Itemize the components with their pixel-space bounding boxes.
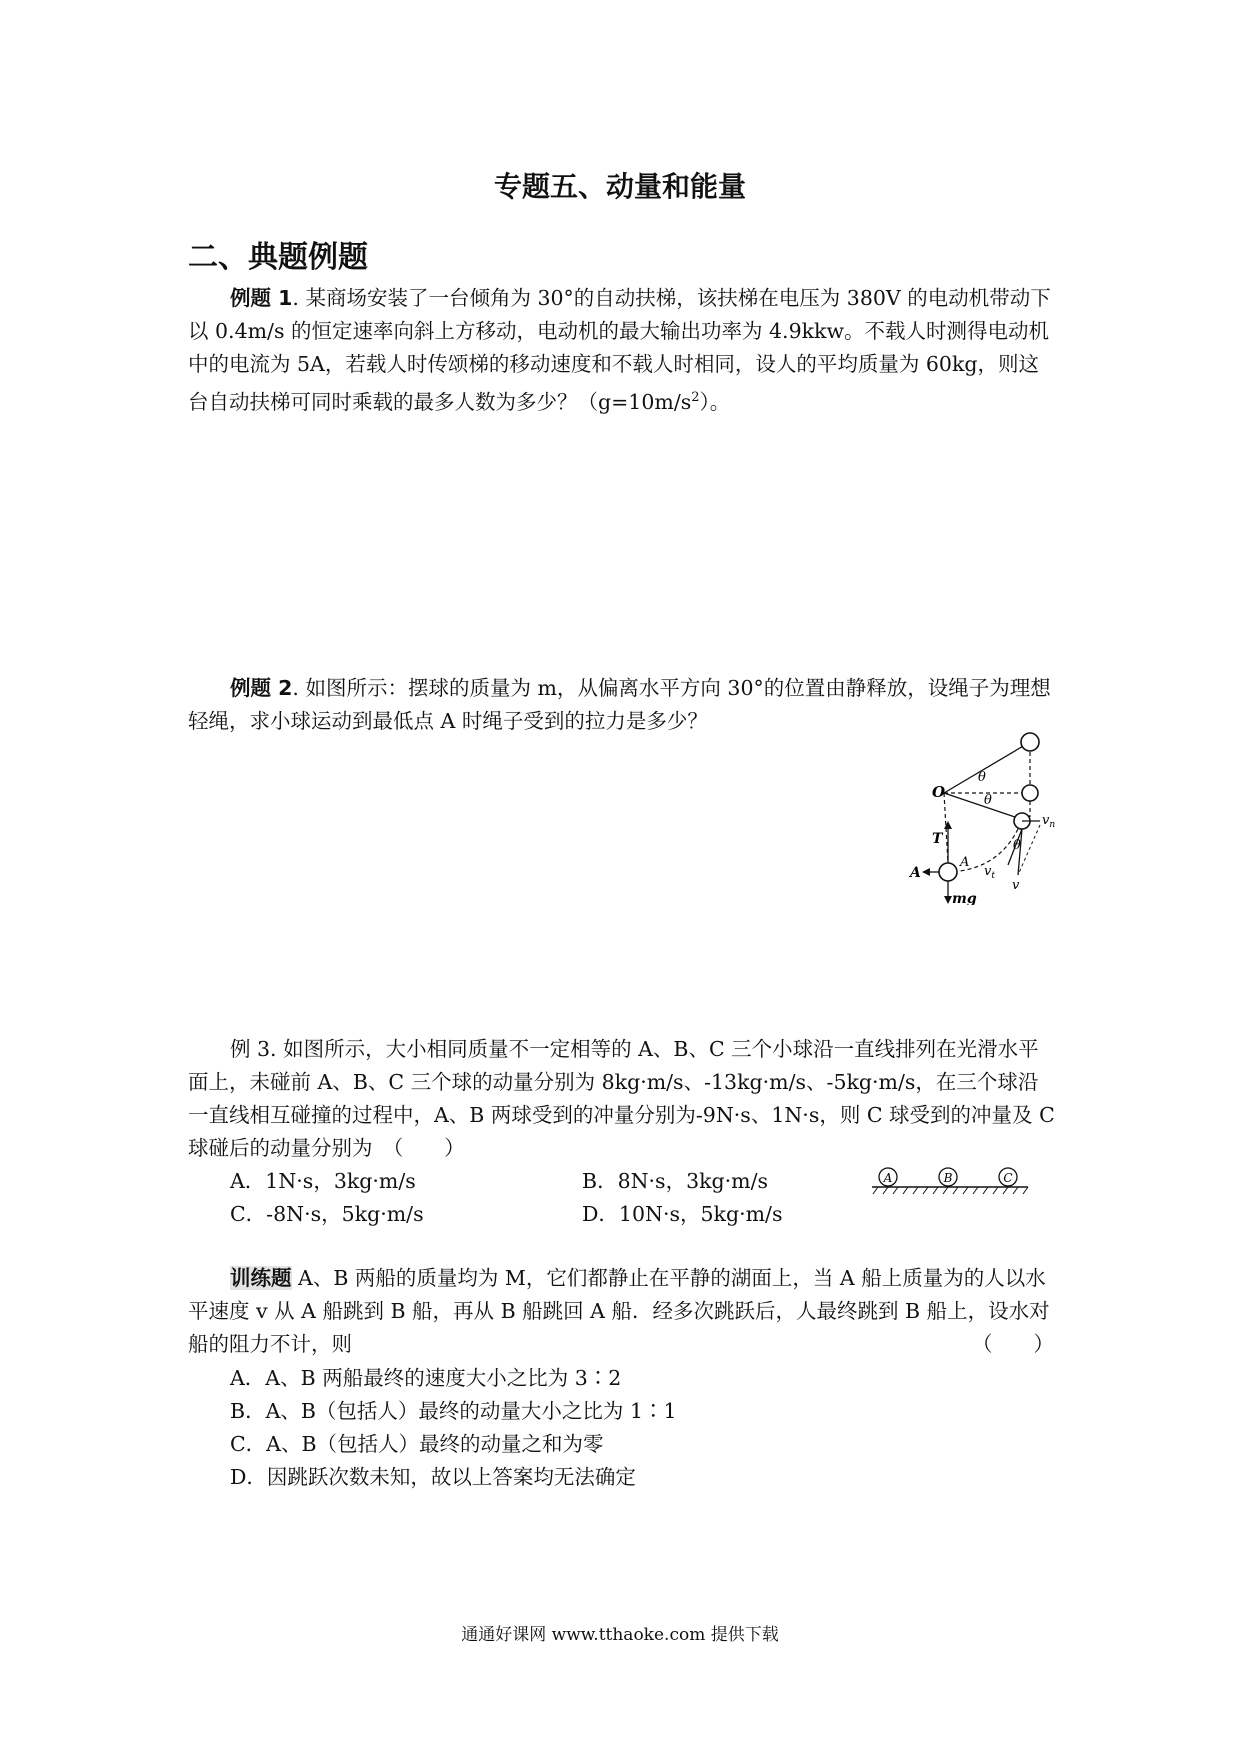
rope-middle	[944, 793, 1018, 818]
example-3	[188, 1033, 1056, 1165]
balls-figure	[870, 1164, 1030, 1196]
label-theta-3: θ	[1013, 838, 1021, 853]
ex3-option-a: A．1N·s，3kg·m/s	[230, 1169, 416, 1193]
example-2-label: 例题 2	[230, 676, 293, 700]
label-vn-base: v	[1042, 813, 1050, 828]
training-option-b: B．A、B（包括人）最终的动量大小之比为 1∶1	[230, 1399, 677, 1423]
label-v: v	[1012, 878, 1020, 893]
label-T: T	[932, 831, 943, 847]
label-vn	[1042, 813, 1055, 830]
label-vn-sub: n	[1049, 820, 1056, 830]
ball-c-label: C	[1003, 1171, 1013, 1185]
training-question	[188, 1262, 1056, 1361]
training-answer-paren: （ ）	[972, 1332, 1054, 1356]
ex3-option-d: D．10N·s，5kg·m/s	[582, 1202, 783, 1226]
ex3-option-c: C．-8N·s，5kg·m/s	[230, 1202, 424, 1226]
gravity-arrowhead	[944, 896, 952, 904]
example-1-text: . 某商场安装了一台倾角为 30°的自动扶梯，该扶梯在电压为 380V 的电动机带动下以 0.4m/s 的恒定速率向斜上方移动，电动机的最大输出功率为 4.9kkw。不载人时测得电动机中的电流为 5A，若载人时传颂梯的移动速度和不载人时相同，设人的平均质量为 60kg，则这台自动扶梯可同时乘载的最多人数为多少？（g=10m/s	[188, 286, 1051, 414]
ex3-option-b: B．8N·s，3kg·m/s	[582, 1169, 769, 1193]
ball-a-label: A	[883, 1171, 893, 1185]
label-A-left: A	[910, 865, 921, 881]
label-vt-base: v	[984, 864, 992, 879]
section-heading: 二、典题例题	[188, 240, 368, 275]
example-1-tail: ）。	[699, 389, 731, 414]
ground-hatching	[873, 1187, 1028, 1194]
page-title: 专题五、动量和能量	[493, 170, 746, 203]
label-O: O	[932, 783, 946, 801]
training-option-d: D．因跳跃次数未知，故以上答案均无法确定	[230, 1465, 636, 1489]
training-option-a: A．A、B 两船最终的速度大小之比为 3∶2	[230, 1366, 622, 1390]
ball-lowest	[939, 863, 957, 881]
ball-b-label: B	[943, 1171, 953, 1185]
label-vt-sub: t	[991, 871, 995, 881]
training-option-c: C．A、B（包括人）最终的动量之和为零	[230, 1432, 604, 1456]
left-arrowhead	[922, 868, 930, 876]
rope-upper	[944, 742, 1030, 793]
label-vt	[984, 864, 995, 881]
label-theta-2: θ	[984, 793, 992, 808]
label-theta-1: θ	[978, 770, 986, 785]
example-2-text: . 如图所示：摆球的质量为 m，从偏离水平方向 30°的位置由静释放，设绳子为理想轻绳，求小球运动到最低点 A 时绳子受到的拉力是多少？	[188, 676, 1051, 733]
pendulum-figure	[900, 725, 1080, 905]
label-A-mid: A	[960, 855, 970, 870]
example-3-text: 例 3. 如图所示，大小相同质量不一定相等的 A、B、C 三个小球沿一直线排列在光滑水平面上，未碰前 A、B、C 三个球的动量分别为 8kg·m/s、-13kg·m/s、-5kg·m/s，在三个球沿一直线相互碰撞的过程中，A、B 两球受到的冲量分别为-9N·s、1N·s，则 C 球受到的冲量及 C 球碰后的动量分别为 （ ）	[188, 1037, 1055, 1160]
example-1-label: 例题 1	[230, 286, 293, 310]
example-1-superscript: 2	[691, 390, 700, 405]
ball-top	[1021, 733, 1039, 751]
example-1	[188, 282, 1056, 419]
ball-horizontal	[1022, 785, 1038, 801]
training-label: 训练题	[230, 1266, 292, 1290]
page-footer: 通通好课网 www.tthaoke.com 提供下载	[461, 1625, 779, 1645]
label-mg: mg	[952, 891, 977, 905]
training-text: A、B 两船的质量均为 M，它们都静止在平静的湖面上，当 A 船上质量为的人以水平速度 v 从 A 船跳到 B 船，再从 B 船跳回 A 船．经多次跳跃后，人最终跳到 B 船上，设水对船的阻力不计，则	[188, 1266, 1050, 1356]
